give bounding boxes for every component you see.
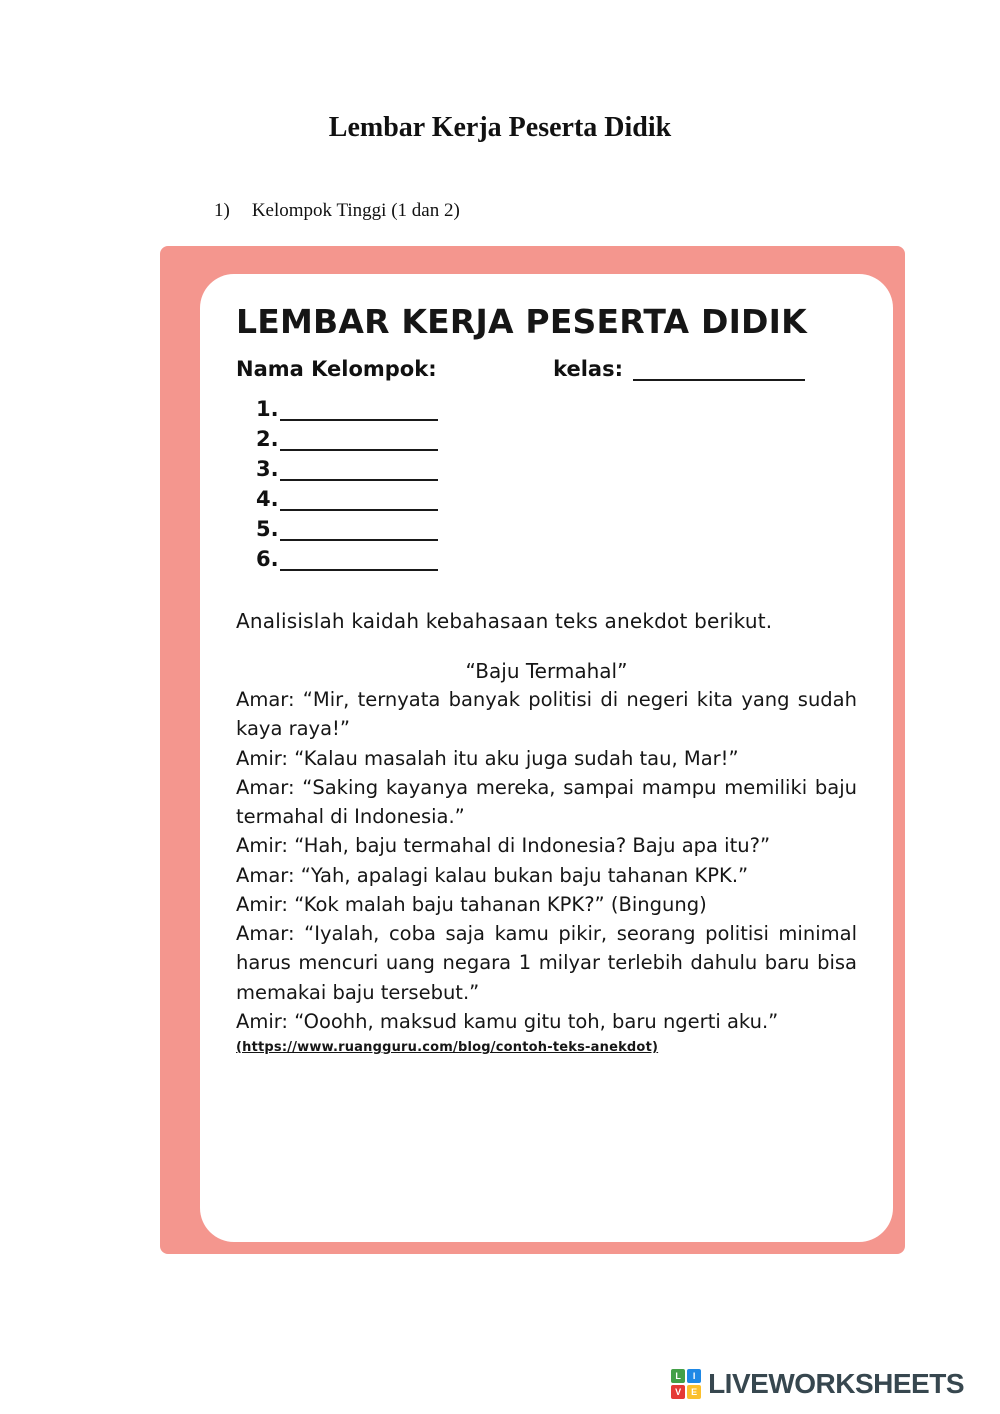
member-blank-line xyxy=(280,405,438,421)
member-line xyxy=(256,511,857,541)
kelas-label: kelas: xyxy=(553,357,623,381)
intro-number: 1) xyxy=(214,200,230,221)
member-line xyxy=(256,481,857,511)
dialogue-line: Amar: “Iyalah, coba saja kamu pikir, seorang politisi minimal harus mencuri uang negara 1 milyar terlebih dahulu baru bisa memakai baju tersebut.” xyxy=(236,922,857,1004)
member-number: 6. xyxy=(256,547,279,571)
member-number: 4. xyxy=(256,487,279,511)
member-line xyxy=(256,541,857,571)
instruction-text: Analisislah kaidah kebahasaan teks anekdot berikut. xyxy=(236,609,773,633)
intro-line xyxy=(214,200,460,222)
member-blank-line xyxy=(280,525,438,541)
dialogue-line: Amir: “Kok malah baju tahanan KPK?” (Bingung) xyxy=(236,892,707,916)
member-blank-line xyxy=(280,555,438,571)
logo-tile-l: L xyxy=(671,1369,685,1383)
dialogue-line: Amar: “Saking kayanya mereka, sampai mampu memiliki baju termahal di Indonesia.” xyxy=(236,775,857,828)
dialogue-line: Amar: “Mir, ternyata banyak politisi di negeri kita yang sudah kaya raya!” xyxy=(236,688,857,741)
liveworksheets-icon xyxy=(671,1369,701,1399)
kelas-field xyxy=(553,357,805,381)
member-number: 1. xyxy=(256,397,279,421)
dialogue-line: Amir: “Kalau masalah itu aku juga sudah tau, Mar!” xyxy=(236,746,739,770)
member-list xyxy=(256,391,857,571)
member-line xyxy=(256,391,857,421)
member-number: 5. xyxy=(256,517,279,541)
logo-tile-e: E xyxy=(687,1385,701,1399)
story-title: “Baju Termahal” xyxy=(465,659,628,683)
dialogue-text xyxy=(236,685,857,1036)
member-number: 2. xyxy=(256,427,279,451)
logo-tile-v: V xyxy=(671,1385,685,1399)
meta-row xyxy=(236,357,857,381)
member-blank-line xyxy=(280,435,438,451)
member-blank-line xyxy=(280,465,438,481)
page-title: Lembar Kerja Peserta Didik xyxy=(328,112,672,143)
liveworksheets-brand-text: LIVEWORKSHEETS xyxy=(708,1368,964,1399)
logo-tile-i: I xyxy=(687,1369,701,1383)
dialogue-line: Amir: “Ooohh, maksud kamu gitu toh, baru ngerti aku.” xyxy=(236,1009,779,1033)
source-link[interactable]: (https://www.ruangguru.com/blog/contoh-teks-anekdot) xyxy=(236,1040,659,1055)
kelas-blank-line xyxy=(633,360,805,381)
intro-text: Kelompok Tinggi (1 dan 2) xyxy=(251,200,460,221)
member-line xyxy=(256,451,857,481)
nama-kelompok-label: Nama Kelompok: xyxy=(236,357,437,381)
worksheet-heading: LEMBAR KERJA PESERTA DIDIK xyxy=(236,302,807,341)
worksheet-pink-frame xyxy=(160,246,905,1254)
member-blank-line xyxy=(280,495,438,511)
dialogue-line: Amar: “Yah, apalagi kalau bukan baju tahanan KPK.” xyxy=(236,863,749,887)
liveworksheets-logo[interactable] xyxy=(671,1368,964,1400)
member-number: 3. xyxy=(256,457,279,481)
worksheet-card xyxy=(200,274,893,1242)
dialogue-line: Amir: “Hah, baju termahal di Indonesia? Baju apa itu?” xyxy=(236,834,771,858)
member-line xyxy=(256,421,857,451)
